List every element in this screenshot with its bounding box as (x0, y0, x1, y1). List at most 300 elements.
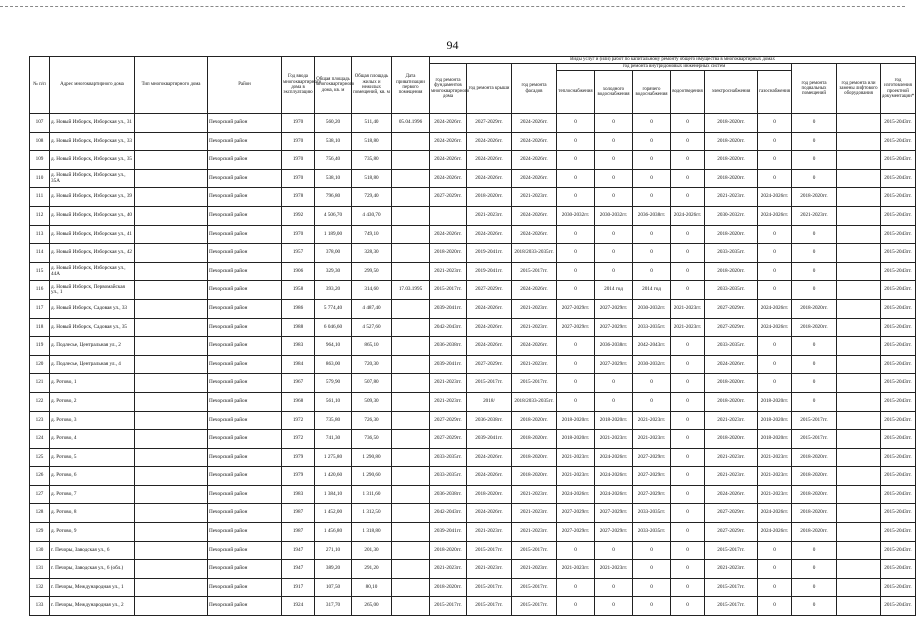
cold-water-cell: 0 (595, 188, 633, 207)
design-cell: 2015-2043гг. (881, 504, 916, 523)
address-cell: г. Печоры, Заводская ул., 6 (50, 541, 135, 560)
year-cell: 1970 (282, 151, 315, 170)
total-area-cell: 1 420,60 (315, 467, 352, 486)
facade-cell: 2024-2026гг. (512, 169, 557, 188)
gas-cell: 0 (758, 541, 792, 560)
sewage-cell: 0 (671, 541, 705, 560)
header-power: электроснабжения (705, 71, 758, 114)
privatization-cell (392, 448, 430, 467)
privatization-cell (392, 504, 430, 523)
foundation-cell: 2024-2026гг. (430, 169, 467, 188)
living-area-cell: 511,40 (352, 114, 392, 133)
roof-cell: 2027-2029гг. (467, 281, 512, 300)
power-cell: 2018-2020гг. (705, 132, 758, 151)
hot-water-cell: 0 (633, 578, 671, 597)
total-area-cell: 579,90 (315, 374, 352, 393)
elevator-cell (837, 114, 881, 133)
table-row (30, 151, 916, 170)
header-facade: год ремонта фасадов (512, 64, 557, 114)
table-row (30, 337, 916, 356)
basement-cell: 0 (792, 597, 837, 616)
row-number: 110 (30, 169, 50, 188)
hot-water-cell: 0 (633, 597, 671, 616)
living-area-cell: 1 290,60 (352, 467, 392, 486)
total-area-cell: 107,50 (315, 578, 352, 597)
table-row (30, 560, 916, 579)
roof-cell: 2024-2026гг. (467, 504, 512, 523)
hot-water-cell: 0 (633, 114, 671, 133)
gas-cell: 2018-2020гг. (758, 392, 792, 411)
elevator-cell (837, 374, 881, 393)
year-cell: 1924 (282, 597, 315, 616)
design-cell: 2015-2043гг. (881, 541, 916, 560)
year-cell: 1983 (282, 337, 315, 356)
elevator-cell (837, 578, 881, 597)
power-cell: 2021-2023гг. (705, 448, 758, 467)
gas-cell: 0 (758, 244, 792, 263)
type-cell (135, 281, 208, 300)
foundation-cell: 2018-2020гг. (430, 541, 467, 560)
page-number: 94 (446, 38, 459, 52)
foundation-cell: 2021-2023гг. (430, 262, 467, 281)
sewage-cell: 0 (671, 504, 705, 523)
total-area-cell: 393,20 (315, 281, 352, 300)
heat-cell: 0 (557, 578, 595, 597)
facade-cell: 2021-2023гг. (512, 523, 557, 542)
facade-cell: 2021-2023гг. (512, 355, 557, 374)
cold-water-cell: 2021-2023гг. (595, 560, 633, 579)
roof-cell: 2024-2026гг. (467, 132, 512, 151)
year-cell: 1983 (282, 485, 315, 504)
total-area-cell: 796,80 (315, 188, 352, 207)
design-cell: 2015-2043гг. (881, 374, 916, 393)
row-number: 114 (30, 244, 50, 263)
gas-cell: 2021-2023гг. (758, 467, 792, 486)
table-row (30, 299, 916, 318)
sewage-cell: 2021-2023гг. (671, 299, 705, 318)
type-cell (135, 411, 208, 430)
hot-water-cell: 2030-2032гг. (633, 355, 671, 374)
row-number: 129 (30, 523, 50, 542)
power-cell: 2015-2017гг. (705, 597, 758, 616)
roof-cell: 2024-2026гг. (467, 169, 512, 188)
year-cell: 1947 (282, 560, 315, 579)
facade-cell: 2024-2026гг. (512, 132, 557, 151)
total-area-cell: 5 774,40 (315, 299, 352, 318)
living-area-cell: 865,10 (352, 337, 392, 356)
year-cell: 1986 (282, 299, 315, 318)
privatization-cell (392, 318, 430, 337)
basement-cell: 2018-2020гг. (792, 188, 837, 207)
sewage-cell: 0 (671, 430, 705, 449)
district-cell: Печорский район (208, 337, 282, 356)
living-area-cell: 314,60 (352, 281, 392, 300)
elevator-cell (837, 337, 881, 356)
privatization-cell (392, 169, 430, 188)
table-row (30, 281, 916, 300)
living-area-cell: 265,00 (352, 597, 392, 616)
basement-cell: 0 (792, 337, 837, 356)
heat-cell: 0 (557, 597, 595, 616)
basement-cell: 2015-2017гг. (792, 430, 837, 449)
table-row (30, 244, 916, 263)
table-row (30, 597, 916, 616)
power-cell: 2024-2026гг. (705, 355, 758, 374)
header-sewage: водоотведения (671, 71, 705, 114)
row-number: 122 (30, 392, 50, 411)
year-cell: 1967 (282, 374, 315, 393)
foundation-cell: 2039-2041гг. (430, 523, 467, 542)
roof-cell: 2018-2020гг. (467, 188, 512, 207)
header-cold-water: холодного водоснабжения (595, 71, 633, 114)
privatization-cell (392, 262, 430, 281)
living-area-cell: 518,80 (352, 132, 392, 151)
privatization-cell: 05.04.1996 (392, 114, 430, 133)
power-cell: 2021-2023гг. (705, 560, 758, 579)
row-number: 113 (30, 225, 50, 244)
table-body (30, 114, 916, 616)
row-number: 123 (30, 411, 50, 430)
district-cell: Печорский район (208, 244, 282, 263)
facade-cell: 2021-2023гг. (512, 560, 557, 579)
design-cell: 2015-2043гг. (881, 392, 916, 411)
table-row (30, 225, 916, 244)
row-number: 128 (30, 504, 50, 523)
district-cell: Печорский район (208, 262, 282, 281)
header-works-group: Виды услуг и (или) работ по капитальному ремонту общего имущества в многоквартирных домах (430, 57, 916, 64)
foundation-cell: 2036-2038гг. (430, 485, 467, 504)
foundation-cell: 2027-2029гг. (430, 430, 467, 449)
type-cell (135, 299, 208, 318)
sewage-cell: 0 (671, 337, 705, 356)
living-area-cell: 1 312,50 (352, 504, 392, 523)
facade-cell: 2024-2026гг. (512, 225, 557, 244)
district-cell: Печорский район (208, 430, 282, 449)
facade-cell: 2024-2026гг. (512, 281, 557, 300)
power-cell: 2018-2020гг. (705, 225, 758, 244)
basement-cell: 0 (792, 374, 837, 393)
total-area-cell: 756,40 (315, 151, 352, 170)
sewage-cell: 0 (671, 151, 705, 170)
table-row (30, 578, 916, 597)
address-cell: д. Новый Изборск, Изборская ул., 35 (50, 151, 135, 170)
heat-cell: 2027-2029гг. (557, 318, 595, 337)
gas-cell: 0 (758, 374, 792, 393)
total-area-cell: 317,70 (315, 597, 352, 616)
living-area-cell: 518,80 (352, 169, 392, 188)
design-cell: 2015-2043гг. (881, 355, 916, 374)
cold-water-cell: 0 (595, 169, 633, 188)
total-area-cell: 538,10 (315, 132, 352, 151)
foundation-cell (430, 206, 467, 225)
sewage-cell: 0 (671, 448, 705, 467)
living-area-cell: 4 527,60 (352, 318, 392, 337)
roof-cell: 2027-2029гг. (467, 355, 512, 374)
living-area-cell: 1 311,60 (352, 485, 392, 504)
living-area-cell: 749,10 (352, 225, 392, 244)
privatization-cell (392, 541, 430, 560)
row-number: 108 (30, 132, 50, 151)
address-cell: д. Новый Изборск, Изборская ул., 35А (50, 169, 135, 188)
row-number: 117 (30, 299, 50, 318)
power-cell: 2030-2032гг. (705, 206, 758, 225)
sewage-cell: 0 (671, 281, 705, 300)
facade-cell: 2021-2023гг. (512, 504, 557, 523)
heat-cell: 2024-2026гг. (557, 485, 595, 504)
hot-water-cell: 2027-2029гг. (633, 448, 671, 467)
type-cell (135, 355, 208, 374)
cold-water-cell: 0 (595, 541, 633, 560)
type-cell (135, 188, 208, 207)
district-cell: Печорский район (208, 151, 282, 170)
total-area-cell: 1 384,10 (315, 485, 352, 504)
facade-cell: 2024-2026гг. (512, 114, 557, 133)
roof-cell: 2024-2026гг. (467, 318, 512, 337)
facade-cell: 2018-2020гг. (512, 411, 557, 430)
type-cell (135, 523, 208, 542)
row-number: 115 (30, 262, 50, 281)
elevator-cell (837, 262, 881, 281)
address-cell: д. Новый Изборск, Изборская ул., 44А (50, 262, 135, 281)
row-number: 133 (30, 597, 50, 616)
table-row (30, 430, 916, 449)
row-number: 120 (30, 355, 50, 374)
design-cell: 2015-2043гг. (881, 411, 916, 430)
hot-water-cell: 2033-2035гг. (633, 504, 671, 523)
address-cell: д. Ротово, 3 (50, 411, 135, 430)
heat-cell: 2018-2020гг. (557, 411, 595, 430)
district-cell: Печорский район (208, 169, 282, 188)
address-cell: д. Ротово, 4 (50, 430, 135, 449)
hot-water-cell: 2021-2023гг. (633, 411, 671, 430)
header-design: год изготовления проектной документации* (881, 64, 916, 114)
table-row (30, 188, 916, 207)
cold-water-cell: 2018-2020гг. (595, 411, 633, 430)
gas-cell: 0 (758, 337, 792, 356)
district-cell: Печорский район (208, 504, 282, 523)
basement-cell: 2018-2020гг. (792, 504, 837, 523)
basement-cell: 2018-2020гг. (792, 467, 837, 486)
basement-cell: 2018-2020гг. (792, 448, 837, 467)
roof-cell: 2036-2038гг. (467, 411, 512, 430)
district-cell: Печорский район (208, 225, 282, 244)
header-no: № п/п (30, 57, 50, 114)
total-area-cell: 329,30 (315, 262, 352, 281)
power-cell: 2033-2035гг. (705, 337, 758, 356)
table-row (30, 485, 916, 504)
facade-cell: 2024-2026гг. (512, 206, 557, 225)
privatization-cell (392, 225, 430, 244)
row-number: 125 (30, 448, 50, 467)
foundation-cell: 2042-2043гг. (430, 504, 467, 523)
cold-water-cell: 0 (595, 597, 633, 616)
table-row (30, 411, 916, 430)
heat-cell: 0 (557, 132, 595, 151)
design-cell: 2015-2043гг. (881, 467, 916, 486)
basement-cell: 2018-2020гг. (792, 523, 837, 542)
sewage-cell: 0 (671, 467, 705, 486)
header-district: Район (208, 57, 282, 114)
address-cell: д. Ротово, 8 (50, 504, 135, 523)
type-cell (135, 244, 208, 263)
hot-water-cell: 0 (633, 244, 671, 263)
power-cell: 2033-2035гг. (705, 281, 758, 300)
hot-water-cell: 2033-2035гг. (633, 523, 671, 542)
table-row (30, 392, 916, 411)
sewage-cell: 0 (671, 244, 705, 263)
foundation-cell: 2042-2043гг. (430, 318, 467, 337)
basement-cell: 0 (792, 355, 837, 374)
privatization-cell (392, 597, 430, 616)
address-cell: д. Ротово, 7 (50, 485, 135, 504)
facade-cell: 2018-2020гг. (512, 448, 557, 467)
cold-water-cell: 2036-2038гг. (595, 337, 633, 356)
type-cell (135, 560, 208, 579)
power-cell: 2018-2020гг. (705, 430, 758, 449)
power-cell: 2024-2026гг. (705, 485, 758, 504)
type-cell (135, 430, 208, 449)
living-area-cell: 299,50 (352, 262, 392, 281)
header-year: Год ввода многоквартирного дома в эксплуатацию (282, 57, 315, 114)
year-cell: 1947 (282, 541, 315, 560)
sewage-cell: 0 (671, 411, 705, 430)
table-row (30, 467, 916, 486)
gas-cell: 0 (758, 281, 792, 300)
privatization-cell (392, 560, 430, 579)
cold-water-cell: 2014 год (595, 281, 633, 300)
foundation-cell: 2033-2035гг. (430, 467, 467, 486)
header-hot-water: горячего водоснабжения (633, 71, 671, 114)
sewage-cell: 0 (671, 355, 705, 374)
facade-cell: 2018-2020гг. (512, 467, 557, 486)
header-systems-group: год ремонта внутридомовых инженерных систем (557, 64, 792, 71)
header-heat: теплоснабжения (557, 71, 595, 114)
privatization-cell (392, 244, 430, 263)
foundation-cell: 2036-2038гг. (430, 337, 467, 356)
type-cell (135, 169, 208, 188)
header-basement: год ремонта подвальных помещений (792, 64, 837, 114)
privatization-cell (392, 132, 430, 151)
address-cell: д. Подлесье, Центральная ул., 2 (50, 337, 135, 356)
district-cell: Печорский район (208, 392, 282, 411)
heat-cell: 0 (557, 244, 595, 263)
sewage-cell: 2021-2023гг. (671, 318, 705, 337)
living-area-cell: 1 318,80 (352, 523, 392, 542)
roof-cell: 2015-2017гг. (467, 541, 512, 560)
basement-cell: 0 (792, 114, 837, 133)
gas-cell: 0 (758, 151, 792, 170)
elevator-cell (837, 355, 881, 374)
cold-water-cell: 0 (595, 392, 633, 411)
elevator-cell (837, 392, 881, 411)
heat-cell: 0 (557, 114, 595, 133)
roof-cell: 2024-2026гг. (467, 337, 512, 356)
year-cell: 1978 (282, 188, 315, 207)
year-cell: 1906 (282, 262, 315, 281)
type-cell (135, 337, 208, 356)
power-cell: 2015-2017гг. (705, 541, 758, 560)
design-cell: 2015-2043гг. (881, 597, 916, 616)
header-roof: год ремонта крыши (467, 64, 512, 114)
foundation-cell: 2027-2029гг. (430, 188, 467, 207)
elevator-cell (837, 467, 881, 486)
year-cell: 1979 (282, 448, 315, 467)
year-cell: 1972 (282, 430, 315, 449)
address-cell: д. Ротово, 6 (50, 467, 135, 486)
living-area-cell: 291,20 (352, 560, 392, 579)
elevator-cell (837, 299, 881, 318)
heat-cell: 0 (557, 374, 595, 393)
row-number: 124 (30, 430, 50, 449)
sewage-cell: 0 (671, 262, 705, 281)
basement-cell: 2015-2017гг. (792, 411, 837, 430)
year-cell: 1958 (282, 281, 315, 300)
design-cell: 2015-2043гг. (881, 206, 916, 225)
power-cell: 2021-2023гг. (705, 188, 758, 207)
gas-cell: 0 (758, 132, 792, 151)
roof-cell: 2039-2041гг. (467, 430, 512, 449)
address-cell: д. Новый Изборск, Изборская ул., 41 (50, 225, 135, 244)
total-area-cell: 378,00 (315, 244, 352, 263)
roof-cell: 2015-2017гг. (467, 578, 512, 597)
district-cell: Печорский район (208, 299, 282, 318)
address-cell: д. Новый Изборск, Изборская ул., 42 (50, 244, 135, 263)
gas-cell: 2024-2026гг. (758, 523, 792, 542)
row-number: 111 (30, 188, 50, 207)
facade-cell: 2021-2023гг. (512, 188, 557, 207)
sewage-cell: 0 (671, 114, 705, 133)
heat-cell: 0 (557, 355, 595, 374)
privatization-cell (392, 485, 430, 504)
power-cell: 2021-2023гг. (705, 411, 758, 430)
header-privatization: Дата приватизации первого помещения (392, 57, 430, 114)
roof-cell: 2019-2041гг. (467, 244, 512, 263)
gas-cell: 2018-2020гг. (758, 430, 792, 449)
total-area-cell: 863,00 (315, 355, 352, 374)
district-cell: Печорский район (208, 374, 282, 393)
district-cell: Печорский район (208, 578, 282, 597)
cold-water-cell: 2027-2029гг. (595, 299, 633, 318)
table-row (30, 169, 916, 188)
total-area-cell: 561,10 (315, 392, 352, 411)
cold-water-cell: 0 (595, 262, 633, 281)
roof-cell: 2027-2029гг. (467, 114, 512, 133)
total-area-cell: 964,10 (315, 337, 352, 356)
row-number: 109 (30, 151, 50, 170)
type-cell (135, 318, 208, 337)
living-area-cell: 509,30 (352, 392, 392, 411)
facade-cell: 2015-2017гг. (512, 597, 557, 616)
design-cell: 2015-2043гг. (881, 337, 916, 356)
total-area-cell: 271,10 (315, 541, 352, 560)
roof-cell: 2024-2026гг. (467, 225, 512, 244)
design-cell: 2015-2043гг. (881, 299, 916, 318)
basement-cell: 0 (792, 132, 837, 151)
gas-cell: 2018-2020гг. (758, 411, 792, 430)
design-cell: 2015-2043гг. (881, 132, 916, 151)
row-number: 132 (30, 578, 50, 597)
total-area-cell: 741,30 (315, 430, 352, 449)
row-number: 112 (30, 206, 50, 225)
hot-water-cell: 2030-2032гг. (633, 299, 671, 318)
foundation-cell: 2039-2041гг. (430, 299, 467, 318)
privatization-cell (392, 467, 430, 486)
elevator-cell (837, 206, 881, 225)
foundation-cell: 2018-2020гг. (430, 244, 467, 263)
row-number: 116 (30, 281, 50, 300)
row-number: 107 (30, 114, 50, 133)
privatization-cell (392, 578, 430, 597)
